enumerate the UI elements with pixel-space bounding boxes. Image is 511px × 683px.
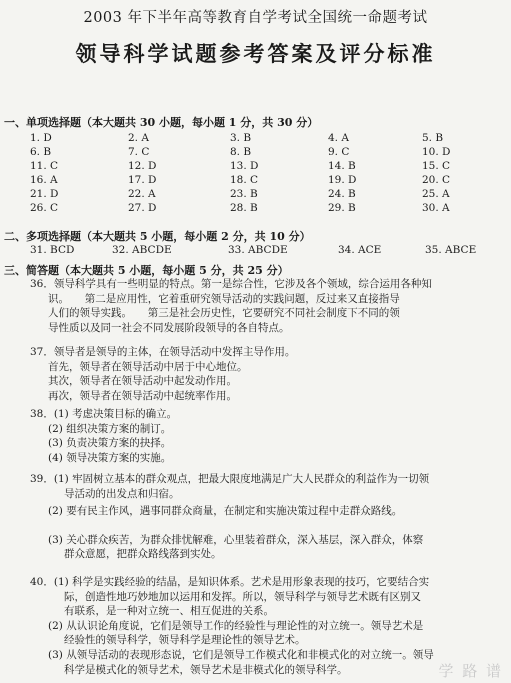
answer-cell: 14. B [328, 160, 356, 172]
answer-cell: 9. C [328, 146, 350, 158]
answer-cell: 12. D [128, 160, 157, 172]
text-line: (3) 负责决策方案的抉择。 [48, 437, 172, 450]
text-line: 再次，领导者在领导活动中起统率作用。 [48, 389, 237, 402]
section-multi-choice-heading: 二、多项选择题（本大题共 5 小题，每小题 2 分，共 10 分） [4, 230, 311, 243]
answer-cell: 31. BCD [30, 244, 75, 256]
text-line: 其次，领导者在领导活动中起发动作用。 [48, 375, 237, 388]
text-line: 群众意愿，把群众路线落到实处。 [64, 548, 222, 561]
text-line: (2) 要有民主作风，遇事同群众商量，在制定和实施决策过程中走群众路线。 [48, 505, 403, 518]
text-line: (3) 从领导活动的表现形态说，它们是领导工作模式化和非模式化的对立统一。领导 [48, 648, 434, 661]
answer-cell: 26. C [30, 202, 59, 214]
answer-cell: 28. B [230, 202, 258, 214]
answer-cell: 17. D [128, 174, 157, 186]
answer-cell: 22. A [128, 188, 156, 200]
text-line: 际，创造性地巧妙地加以运用和发挥。所以，领导科学与领导艺术既有区别又 [64, 590, 421, 603]
answer-cell: 2. A [128, 132, 149, 144]
exam-title: 2003 年下半年高等教育自学考试全国统一命题考试 [83, 10, 428, 26]
answer-cell: 33. ABCDE [228, 244, 288, 256]
answer-cell: 25. A [422, 188, 450, 200]
answer-q40 [30, 575, 505, 677]
text-line: 人们的领导实践。 第三是社会历史性，它要研究不同社会制度下不同的领 [48, 307, 400, 320]
answer-row [30, 146, 500, 160]
section-single-choice-heading: 一、单项选择题（本大题共 30 小题，每小题 1 分，共 30 分） [4, 116, 319, 129]
text-line: 导活动的出发点和归宿。 [64, 487, 180, 500]
text-line: 识。 第二是应用性，它着重研究领导活动的实践问题，反过来又直接指导 [48, 292, 400, 305]
answer-row [30, 188, 500, 202]
answer-q37 [30, 345, 505, 403]
text-line: 36．领导科学具有一些明显的特点。第一是综合性，它涉及各个领域，综合运用各种知 [30, 278, 432, 290]
text-line: 有联系，是一种对立统一、相互促进的关系。 [64, 605, 274, 618]
answer-cell: 18. C [230, 174, 259, 186]
answer-q39 [30, 472, 505, 562]
answer-cell: 1. D [30, 132, 52, 144]
text-line: 39．(1) 牢固树立基本的群众观点，把最大限度地满足广大人民群众的利益作为一切领 [30, 473, 430, 485]
answer-cell: 23. B [230, 188, 258, 200]
answer-cell: 5. B [422, 132, 444, 144]
answer-cell: 8. B [230, 146, 252, 158]
answer-cell: 30. A [422, 202, 450, 214]
document-title: 领导科学试题参考答案及评分标准 [75, 41, 436, 66]
text-line: 首先，领导者在领导活动中居于中心地位。 [48, 360, 248, 373]
text-line: 37．领导者是领导的主体，在领导活动中发挥主导作用。 [30, 346, 296, 358]
answer-cell: 32. ABCDE [112, 244, 172, 256]
watermark: 学 路 谱 [438, 662, 503, 680]
answer-q36 [30, 277, 505, 335]
answer-cell: 21. D [30, 188, 59, 200]
answer-cell: 35. ABCE [425, 244, 477, 256]
answer-cell: 29. B [328, 202, 356, 214]
answer-row [30, 132, 500, 146]
text-line: 38．(1) 考虑决策目标的确立。 [30, 408, 178, 420]
answer-row [30, 160, 500, 174]
text-line: 导性质以及同一社会不同发展阶段领导的各自特点。 [48, 321, 290, 334]
text-line: 科学是模式化的领导艺术，领导艺术是非模式化的领导科学。 [64, 663, 348, 676]
answer-cell: 24. B [328, 188, 356, 200]
answer-cell: 20. C [422, 174, 451, 186]
text-line: 40．(1) 科学是实践经验的结晶，是知识体系。艺术是用形象表现的技巧，它要结合实 [30, 576, 430, 588]
answer-cell: 19. D [328, 174, 357, 186]
answer-cell: 13. D [230, 160, 259, 172]
section-short-answer-heading: 三、简答题（本大题共 5 小题，每小题 5 分，共 25 分） [4, 264, 289, 277]
answer-cell: 6. B [30, 146, 52, 158]
answer-cell: 16. A [30, 174, 58, 186]
text-line: (3) 关心群众疾苦，为群众排忧解难，心里装着群众，深入基层，深入群众，体察 [48, 533, 424, 546]
text-line: (4) 领导决策方案的实施。 [48, 451, 172, 464]
answer-cell: 11. C [30, 160, 59, 172]
single-choice-answer-grid [30, 132, 500, 216]
answer-cell: 15. C [422, 160, 451, 172]
multi-choice-answer-row [30, 244, 505, 258]
text-line: (2) 组织决策方案的制订。 [48, 422, 172, 435]
answer-cell: 10. D [422, 146, 451, 158]
answer-cell: 4. A [328, 132, 349, 144]
answer-cell: 7. C [128, 146, 150, 158]
answer-cell: 27. D [128, 202, 157, 214]
answer-cell: 3. B [230, 132, 252, 144]
answer-row [30, 174, 500, 188]
text-line: (2) 从认识论角度说，它们是领导工作的经验性与理论性的对立统一。领导艺术是 [48, 619, 424, 632]
answer-cell: 34. ACE [338, 244, 382, 256]
text-line: 经验性的领导科学，领导科学是理论性的领导艺术。 [64, 634, 306, 647]
answer-row [30, 202, 500, 216]
answer-q38 [30, 407, 505, 465]
